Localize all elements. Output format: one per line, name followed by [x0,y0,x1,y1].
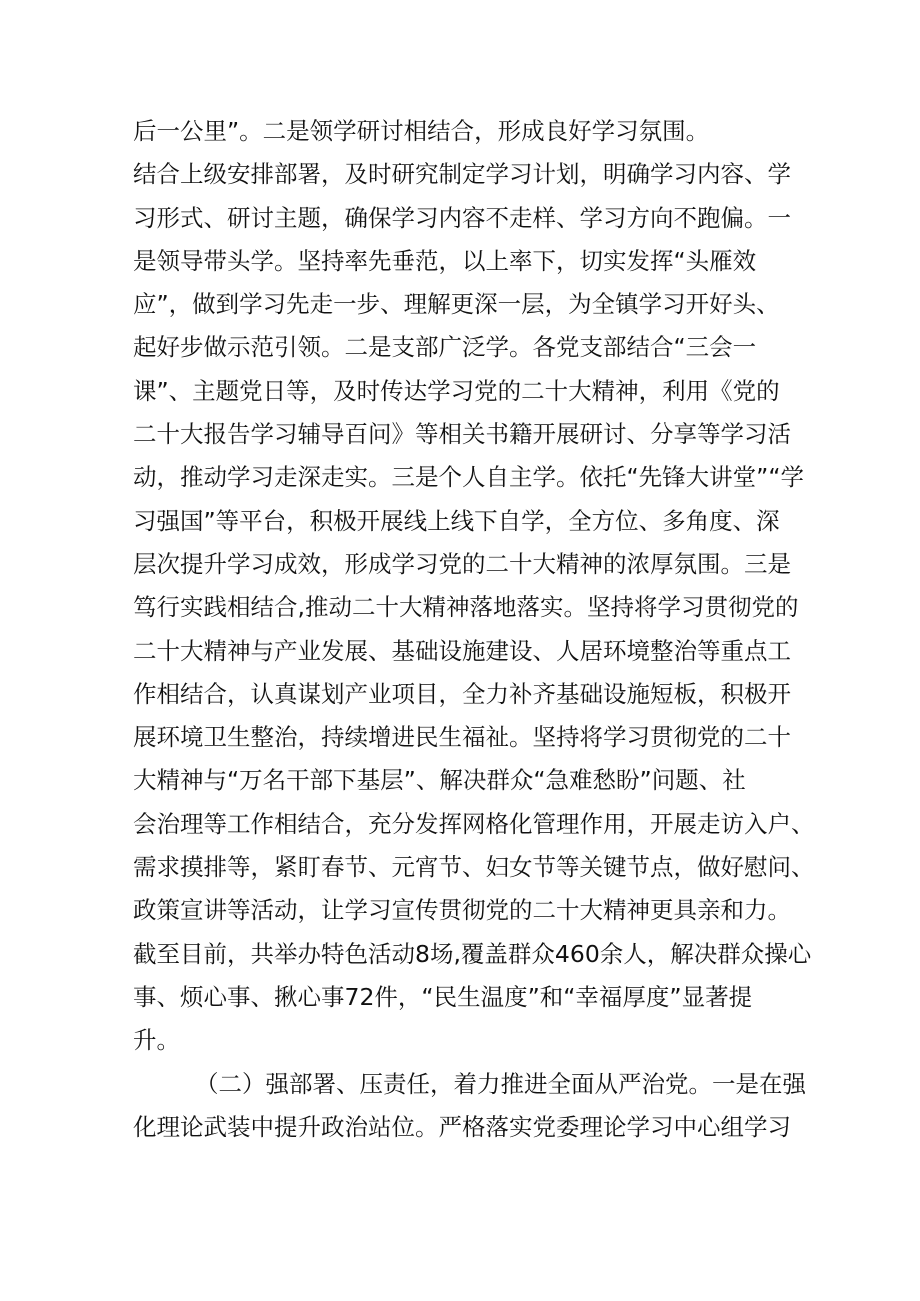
text-line: 升。 [133,1026,180,1055]
text-line: 大精神与“万名干部下基层”、解决群众“急难愁盼”问题、社 [133,766,746,795]
text-line: 习形式、研讨主题，确保学习内容不走样、学习方向不跑偏。一 [133,203,791,232]
text-line: 后一公里”。二是领学研讨相结合，形成良好学习氛围。 [133,117,710,145]
text-line: 是领导带头学。坚持率先垂范，以上率下，切实发挥“头雁效 [133,246,757,275]
text-line: 展环境卫生整治，持续增进民生福祉。坚持将学习贯彻党的二十 [133,723,791,752]
text-line: 事、烦心事、揪心事72件，“民生温度”和“幸福厚度”显著提 [133,982,753,1011]
text-line: 会治理等工作相结合，充分发挥网格化管理作用，开展走访入户、 [133,809,815,838]
text-line: 应”，做到学习先走一步、理解更深一层，为全镇学习开好头、 [133,290,780,319]
text-line: 结合上级安排部署，及时研究制定学习计划，明确学习内容、学 [133,160,791,189]
text-line: 需求摸排等，紧盯春节、元宵节、妇女节等关键节点，做好慰问、 [133,853,815,882]
text-line: 习强国”等平台，积极开展线上线下自学，全方位、多角度、深 [133,506,780,535]
text-line: 截至目前，共举办特色活动8场,覆盖群众460余人，解决群众操心 [133,939,812,968]
text-line: 动，推动学习走深走实。三是个人自主学。依托“先锋大讲堂”“学 [133,463,805,492]
text-line: 起好步做示范引领。二是支部广泛学。各党支部结合“三会一 [133,333,757,362]
section-heading-line: （二）强部署、压责任，着力推进全面从严治党。一是在强 [195,1069,806,1098]
text-line: 层次提升学习成效，形成学习党的二十大精神的浓厚氛围。三是 [133,549,791,578]
text-line: 作相结合，认真谋划产业项目，全力补齐基础设施短板，积极开 [133,679,791,708]
text-line: 二十大报告学习辅导百问》等相关书籍开展研讨、分享等学习活 [133,420,791,449]
text-line: 政策宣讲等活动，让学习宣传贯彻党的二十大精神更具亲和力。 [133,896,791,925]
text-line: 笃行实践相结合,推动二十大精神落地落实。坚持将学习贯彻党的 [133,593,799,622]
text-line: 课”、主题党日等，及时传达学习党的二十大精神，利用《党的 [133,376,780,405]
body-text [133,110,815,1149]
text-line: 化理论武装中提升政治站位。严格落实党委理论学习中心组学习 [133,1112,791,1141]
text-line: 二十大精神与产业发展、基础设施建设、人居环境整治等重点工 [133,636,791,665]
